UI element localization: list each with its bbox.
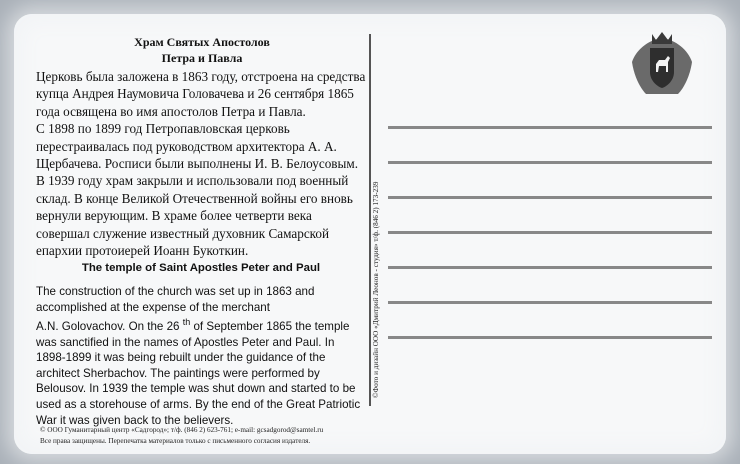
russian-paragraph-2: С 1898 по 1899 год Петропавловская церковь перестраивалась под руководством архитектора А. А. Щербачева. Росписи были выполнены И. В. Белоусовым. В 1939 году храм закрыли и использовали под военный склад. В конце Великой Отечественной войны его вновь вернули верующим. В храме более четверти века совершал служение известный духовник Самарской епархии протоиерей Иоанн Букоткин. <box>36 121 359 259</box>
address-line <box>388 126 712 129</box>
english-paragraph-1: The construction of the church was set up in 1863 and accomplished at the expense of the merchant <box>36 285 315 314</box>
address-line <box>388 336 712 339</box>
photo-credit-text: ©Фото и дизайн ООО «Дмитрий Леонов - студия» т/ф. (846 2) 173-239 <box>372 181 380 398</box>
footer-line-2: Все права защищены. Перепечатка материалов только с письменного согласия издателя. <box>40 437 311 445</box>
photo-credit <box>372 80 380 398</box>
emblem-shield <box>650 48 674 88</box>
emblem-crown <box>652 32 672 44</box>
samara-coat-of-arms-icon <box>626 28 698 100</box>
english-paragraph-2-rest: of September 1865 the temple was sanctified in the names of Apostles Peter and Paul. In 1898-1899 it was being rebuilt under the guidance of the architect Sherbachov. The paintings were performed by Belousov. In 1939 the temple was shut down and started to be used as a storehouse of arms. By the end of the Great Patriotic War it was given back to the believers. <box>36 320 361 427</box>
address-line <box>388 231 712 234</box>
address-line <box>388 301 712 304</box>
english-text <box>36 284 366 428</box>
ordinal-suffix: th <box>182 317 191 328</box>
footer-line-1: © ООО Гуманитарный центр «Садгород»; т/ф. (846 2) 623-761; e-mail: gcsadgorod@samtel.ru <box>40 426 324 434</box>
russian-paragraph-1: Церковь была заложена в 1863 году, отстроена на средства купца Андрея Наумовича Головачева и 26 сентября 1865 года освящена во имя апостолов Петра и Павла. <box>36 69 366 119</box>
address-line <box>388 196 712 199</box>
english-title: The temple of Saint Apostles Peter and Paul <box>81 262 321 274</box>
address-line <box>388 266 712 269</box>
english-paragraph-2-start: A.N. Golovachov. On the 26 <box>36 320 183 334</box>
address-line <box>388 161 712 164</box>
english-paragraph-2 <box>36 315 366 428</box>
russian-text <box>36 68 366 259</box>
russian-title <box>40 34 364 66</box>
russian-title-line1: Храм Святых Апостолов <box>134 35 270 49</box>
center-divider <box>369 34 371 406</box>
russian-title-line2: Петра и Павла <box>161 51 243 65</box>
